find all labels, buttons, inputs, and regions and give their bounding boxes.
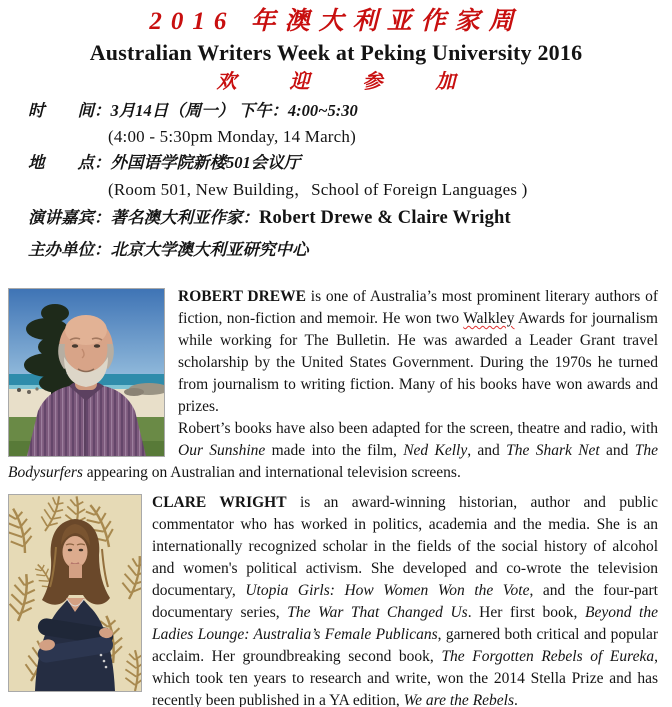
robert-bio-paragraph-2: Robert’s books have also been adapted for the screen, theatre and radio, with Our Sunshine made into the film, Ned Kelly, and The Shark Net and The Bodysurfers appearing on Australian and international television screens. — [8, 420, 659, 481]
host-label: 主办单位： — [28, 240, 111, 259]
page-title-english: Australian Writers Week at Peking University 2016 — [89, 40, 583, 65]
clare-bio-paragraph: CLARE WRIGHT is an award-winning historian, author and public commentator who has worked in politics, academia and the media. She is an internationally recognized scholar in the fields of the social history of alcohol and women's political activism. She developed and co-wrote the television documentary, Utopia Girls: How Women Won the Vote, and the four-part documentary series, The War That Changed Us. Her first book, Beyond the Ladies Lounge: Australia’s Female Publicans, garnered both critical and popular acclaim. Her groundbreaking second book, The Forgotten Rebels of Eureka, which took ten years to research and write, won the 2014 Stella Prize and has recently been published in a YA edition, We are the Rebels. — [152, 494, 659, 707]
clare-wright-photo — [8, 494, 142, 692]
venue-value: 外国语学院新楼501会议厅 — [110, 153, 301, 172]
event-details — [0, 98, 672, 265]
venue-row-english — [28, 176, 672, 203]
time-value-english: (4:00 - 5:30pm Monday, 14 March) — [108, 127, 356, 146]
time-row-english — [28, 124, 672, 150]
host-row — [28, 235, 672, 265]
speakers-label: 演讲嘉宾： — [28, 208, 111, 227]
venue-label: 地 点： — [28, 153, 111, 172]
speakers-value: 著名澳大利亚作家：Robert Drewe & Claire Wright — [110, 208, 511, 228]
time-value: 3月14日（周一） 下午：4:00~5:30 — [110, 101, 358, 120]
host-value: 北京大学澳大利亚研究中心 — [110, 240, 309, 259]
robert-drewe-photo — [8, 288, 165, 457]
page-title-chinese: 2016 年澳大利亚作家周 — [149, 8, 523, 35]
robert-bio-paragraph-1: ROBERT DREWE is one of Australia’s most prominent literary authors of fiction, non-fiction and memoir. He won two Walkley Awards for journalism while working for The Bulletin. He was awarded a Leader Grant travel scholarship by the United States Government. During the 1970s he turned from journalism to writing fiction. Many of his books have won awards and prizes. — [178, 288, 659, 415]
time-row — [28, 98, 672, 124]
welcome-line: 欢 迎 参 加 — [216, 71, 480, 93]
robert-drewe-bio — [0, 286, 672, 484]
speakers-row — [28, 203, 672, 233]
venue-row — [28, 150, 672, 176]
time-label: 时 间： — [28, 101, 111, 120]
clare-wright-bio — [0, 492, 672, 707]
venue-value-english: (Room 501, New Building，School of Foreign Languages ) — [108, 180, 528, 199]
